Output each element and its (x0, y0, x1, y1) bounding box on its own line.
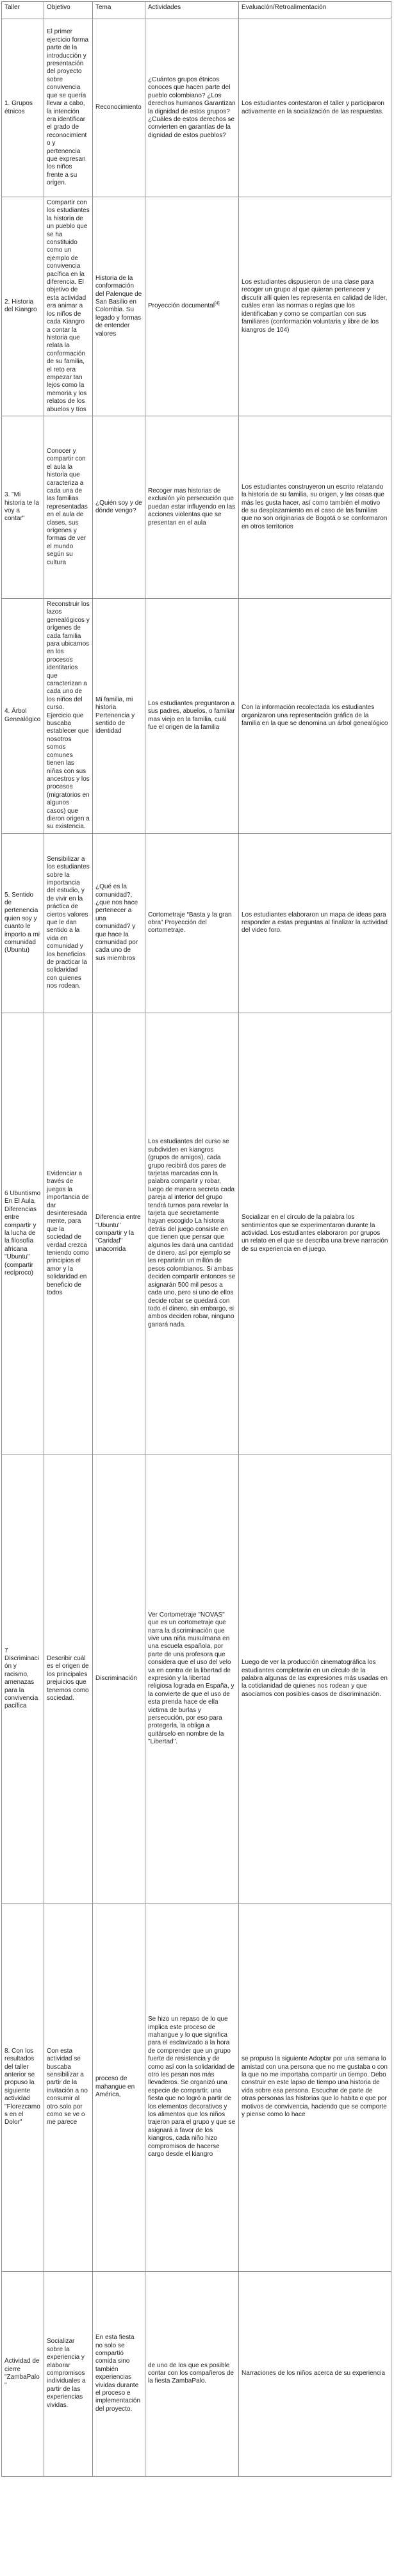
cell-tema: Historia de la conformación del Palenque de San Basilio en Colombia. Su legado y formas de entender valores (93, 197, 145, 416)
cell-tema: ¿Quién soy y de dónde vengo? (93, 416, 145, 598)
cell-evaluacion: Luego de ver la producción cinematográfica los estudiantes completarán en un círculo de la palabra algunas de las expresiones más usadas en la cotidianidad de quienes nos rodean y que asociamos con posibles casos de discriminación. (239, 1455, 391, 1903)
cell-evaluacion: se propuso la siguiente Adoptar por una semana lo amistad con una persona que no me gustaba o con la que no me importaba compartir un tiempo. Debo construir en este lapso de tiempo una historia de vida sobre esa persona. Escuchar de parte de otras personas las historias que lo habita o que por motivos de convivencia, haciendo que se comporte y piense como lo hace (239, 1903, 391, 2271)
cell-actividades: de uno de los que es posible contar con los compañeros de la fiesta ZambaPalo. (145, 2271, 239, 2476)
cell-tema: proceso de mahangue en América, (93, 1903, 145, 2271)
header-tema: Tema (93, 2, 145, 19)
cell-evaluacion: Los estudiantes dispusieron de una clase para recoger un grupo al que quieran pertenecer y discutir allí quien les representa en calidad de líder, cuáles eran las normas o reglas que los identificaban y como se compartían con sus familiares (conformación voluntaria y libre de los kiangros de 104) (239, 197, 391, 416)
cell-actividades: Los estudiantes preguntaron a sus padres, abuelos, o familiar mas viejo en la familia, cuál fue el origen de la familia (145, 598, 239, 833)
cell-actividades (145, 197, 239, 416)
cell-objetivo: Compartir con los estudiantes la historia de un pueblo que se ha constituido como un ejemplo de convivencia pacífica en la diferencia. El objetivo de esta actividad era animar a los niños de cada Kiangro a contar la historia que relata la conformación de su familia, el reto era empezar tan lejos como la memoria y los relatos de los abuelos y tíos (44, 197, 93, 416)
cell-tema: Diferencia entre "Ubuntu" compartir y la "Caridad" unacorrida (93, 1013, 145, 1455)
table-row (2, 2271, 391, 2476)
header-objetivo: Objetivo (44, 2, 93, 19)
cell-evaluacion: Con la información recolectada los estudiantes organizaron una representación gráfica de la familia en la que se denomina un árbol genealógico (239, 598, 391, 833)
cell-taller: 2. Historia del Kiangro (2, 197, 44, 416)
cell-tema: ¿Qué es la comunidad?, ¿que nos hace pertenecer a una comunidad? y que hace la comunidad por cada uno de sus miembros (93, 833, 145, 1013)
table-row (2, 19, 391, 197)
cell-tema: Discriminación (93, 1455, 145, 1903)
table-row (2, 197, 391, 416)
cell-evaluacion: Los estudiantes elaboraron un mapa de ideas para responder a estas preguntas al finalizar la actividad del video foro. (239, 833, 391, 1013)
cell-taller: 3. "Mi historia te la voy a contar" (2, 416, 44, 598)
cell-taller: 7 Discriminación y racismo, amenazas para la convivencia pacífica (2, 1455, 44, 1903)
cell-taller: 8. Con los resultados del taller anterior se propuso la siguiente actividad "Florezcamos en el Dolor" (2, 1903, 44, 2271)
cell-tema: En esta fiesta no solo se compartió comida sino también experiencias vividas durante el proceso e implementación del proyecto. (93, 2271, 145, 2476)
header-taller: Taller (2, 2, 44, 19)
cell-evaluacion: Socializar en el círculo de la palabra los sentimientos que se experimentaron durante la actividad. Los estudiantes elaboraron por grupos un relato en el que se describa una breve narración de su experiencia en el juego. (239, 1013, 391, 1455)
cell-evaluacion: Los estudiantes construyeron un escrito relatando la historia de su familia, su origen, y las cosas que más les gusta hacer, así como también el motivo de su desplazamiento en el caso de las familias que no son originarias de Bogotá o se conformaron en otros territorios (239, 416, 391, 598)
cell-objetivo: Reconstruir los lazos genealógicos y orígenes de cada familia para ubicarnos en los procesos identitarios que caracterizan a cada uno de los niños del curso. Ejercicio que buscaba establecer que nosotros somos comunes tienen las niñas con sus ancestros y los procesos (migratorios en algunos casos) que dieron origen a su existencia. (44, 598, 93, 833)
cell-evaluacion: Los estudiantes contestaron el taller y participaron activamente en la socialización de las respuestas. (239, 19, 391, 197)
table-row (2, 1013, 391, 1455)
cell-taller: 6 Ubuntismo En El Aula, Diferencias entre compartir y la lucha de la filosofía africana "Ubuntu" (compartir recíproco) (2, 1013, 44, 1455)
table-row (2, 1455, 391, 1903)
cell-objetivo: Socializar sobre la experiencia y elaborar compromisos individuales a partir de las experiencias vividas. (44, 2271, 93, 2476)
cell-objetivo: Describir cuál es el origen de los principales prejuicios que tenemos como sociedad. (44, 1455, 93, 1903)
table-row (2, 598, 391, 833)
cell-objetivo: Conocer y compartir con el aula la historia que caracteriza a cada una de las familias representadas en el aula de clases, sus orígenes y formas de ver el mundo según su cultura (44, 416, 93, 598)
table-row (2, 1903, 391, 2271)
cell-objetivo: El primer ejercicio forma parte de la introducción y presentación del proyecto sobre convivencia que se quería llevar a cabo, la intención era identificar el grado de reconocimiento y pertenencia que expresan los niños frente a su origen. (44, 19, 93, 197)
footnote-ref[interactable]: [4] (214, 301, 220, 306)
table-header-row (2, 2, 391, 19)
cell-taller: 1. Grupos étnicos (2, 19, 44, 197)
cell-actividades: Se hizo un repaso de lo que implica este proceso de mahangue y lo que significa para el esclavizado a la hora de comprender que un grupo fuerte de resistencia y de como así con la solidaridad de otro les pesan nos más llevaderos. Se organizó una especie de compartir, una fiesta que no logró a partir de los elementos decorativos y los alimentos que los niños trajeron para el grupo y que se asignará a favor de los kiangros, cada niño hizo compromisos de hacerse cargo desde el kiangro (145, 1903, 239, 2271)
cell-objetivo: Sensibilizar a los estudiantes sobre la importancia del estudio, y de vivir en la práctica de ciertos valores que le dan sentido a la vida en comunidad y los beneficios de practicar la solidaridad con quienes nos rodean. (44, 833, 93, 1013)
cell-actividades: Los estudiantes del curso se subdividen en kiangros (grupos de amigos), cada grupo recibirá dos pares de tarjetas marcadas con la palabra compartir y robar, luego de manera secreta cada pareja al interior del grupo tendrá turnos para revelar la tarjeta que secretamente hayan escogido La historia detrás del juego consiste en que tienen que pensar que algunos les dará una cantidad de dinero, así por ejemplo se les repartirán un millón de pesos colombianos. Si ambas deciden compartir entonces se asignarán 500 mil pesos a cada uno, pero si uno de ellos decide robar se quedará con todo el dinero, sin embargo, si ambos deciden robar, ninguno ganará nada. (145, 1013, 239, 1455)
cell-objetivo: Con esta actividad se buscaba sensibilizar a partir de la invitación a no consumir al otro solo por como se ve o me parece (44, 1903, 93, 2271)
cell-actividades: ¿Cuántos grupos étnicos conoces que hacen parte del pueblo colombiano? ¿Los derechos humanos Garantizan la dignidad de estos grupos? ¿Cuáles de estos derechos se convierten en garantías de la dignidad de estos pueblos? (145, 19, 239, 197)
cell-actividades: Cortometraje “Basta y la gran obra” Proyección del cortometraje. (145, 833, 239, 1013)
cell-tema: Mi familia, mi historia Pertenencia y sentido de identidad (93, 598, 145, 833)
cell-actividades: Recoger mas historias de exclusión y/o persecución que puedan estar influyendo en las acciones violentas que se presentan en el aula (145, 416, 239, 598)
cell-evaluacion: Narraciones de los niños acerca de su experiencia (239, 2271, 391, 2476)
table-row (2, 416, 391, 598)
cell-taller: 5. Sentido de pertenencia quien soy y cuanto le importo a mi comunidad (Ubuntu) (2, 833, 44, 1013)
cell-taller: 4. Árbol Genealógico (2, 598, 44, 833)
activity-text: Proyección documental (148, 302, 215, 310)
cell-tema: Reconocimiento (93, 19, 145, 197)
workshop-table (1, 1, 391, 2477)
cell-actividades: Ver Cortometraje "NOVAS" que es un cortometraje que narra la discriminación que vive una niña musulmana en una escuela española, por parte de una profesora que considera que el uso del velo va en contra de la libertad de expresión y la libertad religiosa lograda en España, y la convierte de que el uso de esta prenda hace de ella victima de burlas y persecución, por eso para protegerla, la obliga a quitárselo en nombre de la "Libertad". (145, 1455, 239, 1903)
header-evaluacion: Evaluación/Retroalimentación (239, 2, 391, 19)
cell-objetivo: Evidenciar a través de juegos la importancia de dar desinteresadamente, para que la sociedad de verdad crezca teniendo como principios el amor y la solidaridad en beneficio de todos (44, 1013, 93, 1455)
table-row (2, 833, 391, 1013)
header-actividades: Actividades (145, 2, 239, 19)
cell-taller: Actividad de cierre "ZambaPalo" (2, 2271, 44, 2476)
